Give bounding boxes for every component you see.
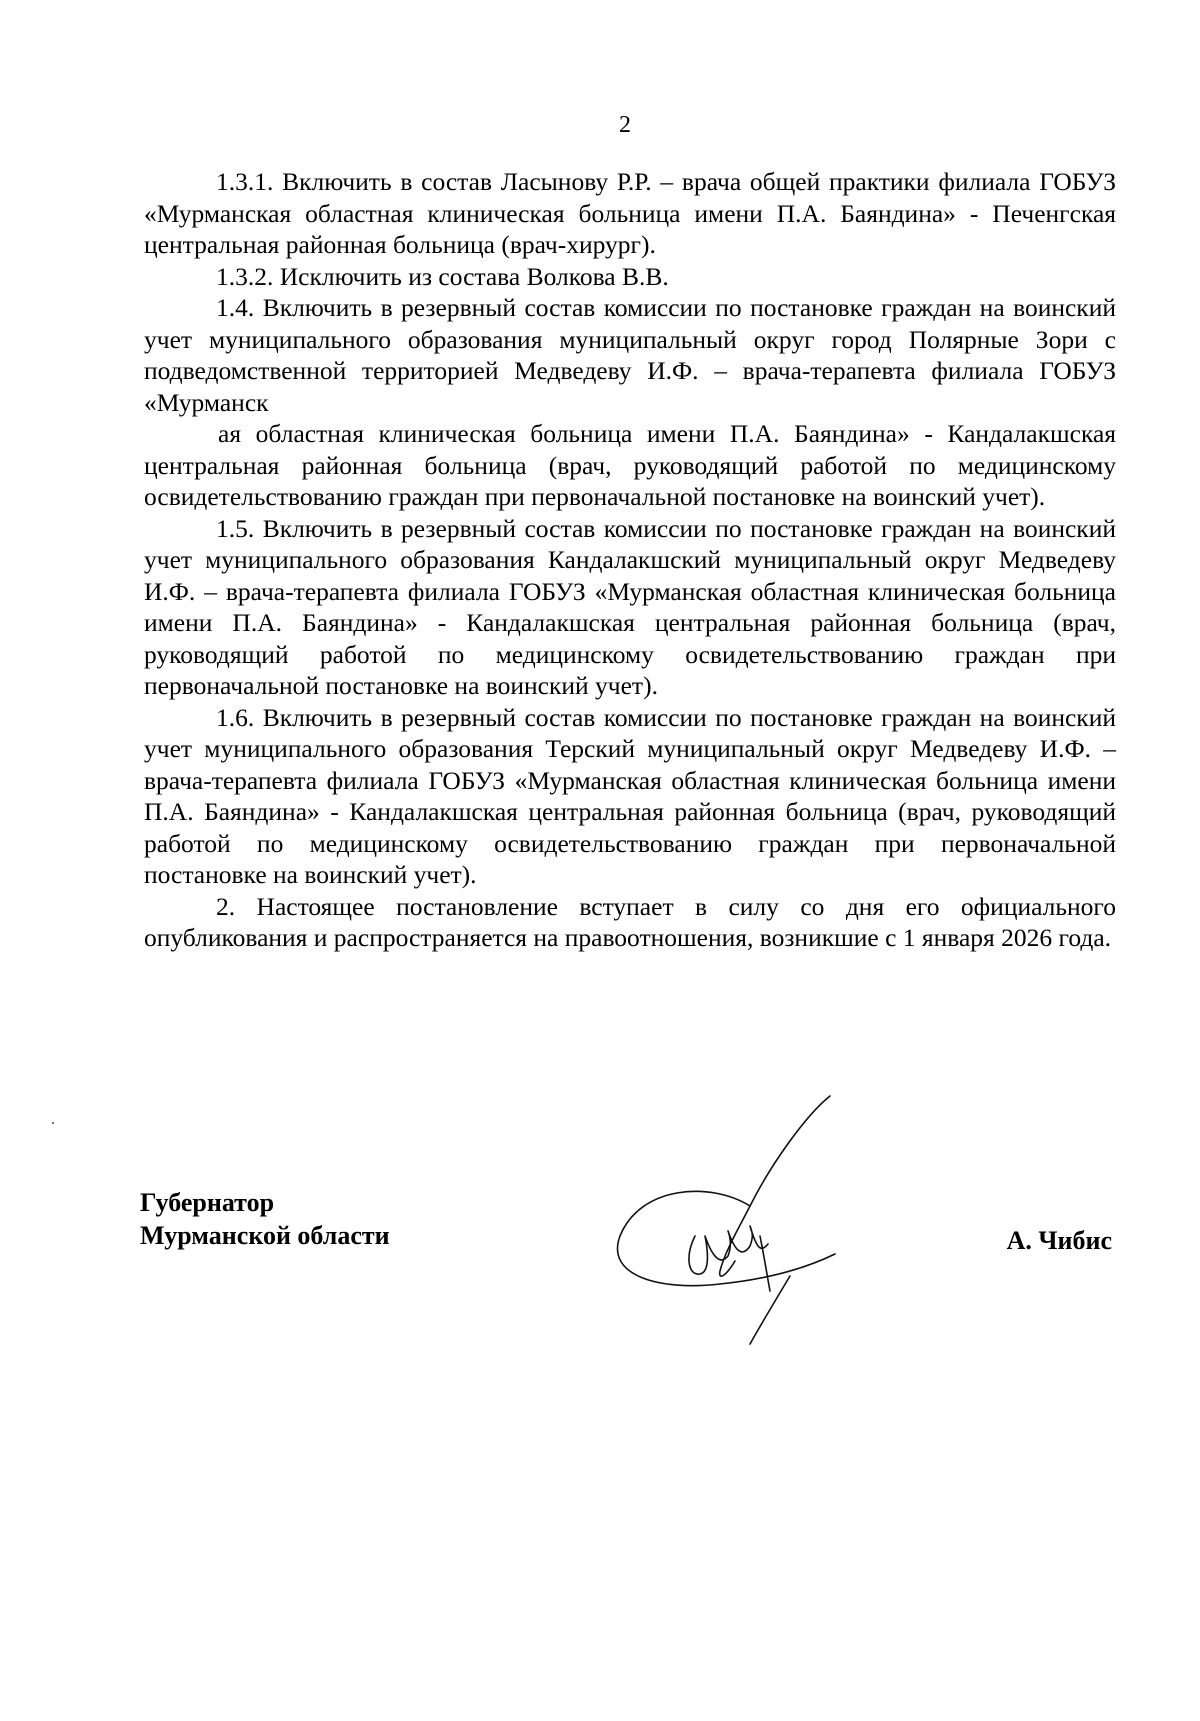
paragraph-1-3-2: 1.3.2. Исключить из состава Волкова В.В. — [216, 261, 669, 291]
signatory-title-line-2: Мурманской области — [140, 1221, 390, 1250]
paragraph-1-4-part-2: ая областная клиническая больница имени П.А. Баяндина» - Кандалакшская центральная районная больница (врач, руководящий работой по медицинскому освидетельствованию граждан при первоначальной постановке на воинский учет). — [144, 419, 1116, 511]
document-body — [144, 166, 1116, 954]
signatory-name: А. Чибис — [1006, 1226, 1112, 1255]
handwritten-signature — [600, 1086, 850, 1346]
paragraph-2: 2. Настоящее постановление вступает в силу со дня его официального опубликования и распространяется на правоотношения, возникшие с 1 января 2026 года. — [144, 891, 1116, 952]
signature-block — [140, 1186, 1116, 1386]
signatory-title-line-1: Губернатор — [140, 1188, 275, 1217]
paragraph-1-4-part-1: 1.4. Включить в резервный состав комиссии по постановке граждан на воинский учет муниципального образования муниципальный округ город Полярные Зори с подведомственной территорией Медведеву И.Ф. – врача-терапевта филиала ГОБУЗ «Мурманск — [144, 293, 1116, 417]
paragraph-1-6: 1.6. Включить в резервный состав комиссии по постановке граждан на воинский учет муниципального образования Терский муниципальный округ Медведеву И.Ф. – врача-терапевта филиала ГОБУЗ «Мурманская областная клиническая больница имени П.А. Баяндина» - Кандалакшская центральная районная больница (врач, руководящий работой по медицинскому освидетельствованию граждан при первоначальной постановке на воинский учет). — [144, 702, 1116, 889]
page-number: 2 — [619, 112, 631, 138]
scan-speck — [52, 1122, 56, 1126]
paragraph-1-5: 1.5. Включить в резервный состав комиссии по постановке граждан на воинский учет муниципального образования Кандалакшский муниципальный округ Медведеву И.Ф. – врача-терапевта филиала ГОБУЗ «Мурманская областная клиническая больница имени П.А. Баяндина» - Кандалакшская центральная районная больница (врач, руководящий работой по медицинскому освидетельствованию граждан при первоначальной постановке на воинский учет). — [144, 513, 1116, 700]
signatory-title — [140, 1186, 390, 1252]
paragraph-1-3-1: 1.3.1. Включить в состав Ласынову Р.Р. – врача общей практики филиала ГОБУЗ «Мурманская областная клиническая больница имени П.А. Баяндина» - Печенгская центральная районная больница (врач-хирург). — [144, 167, 1116, 259]
